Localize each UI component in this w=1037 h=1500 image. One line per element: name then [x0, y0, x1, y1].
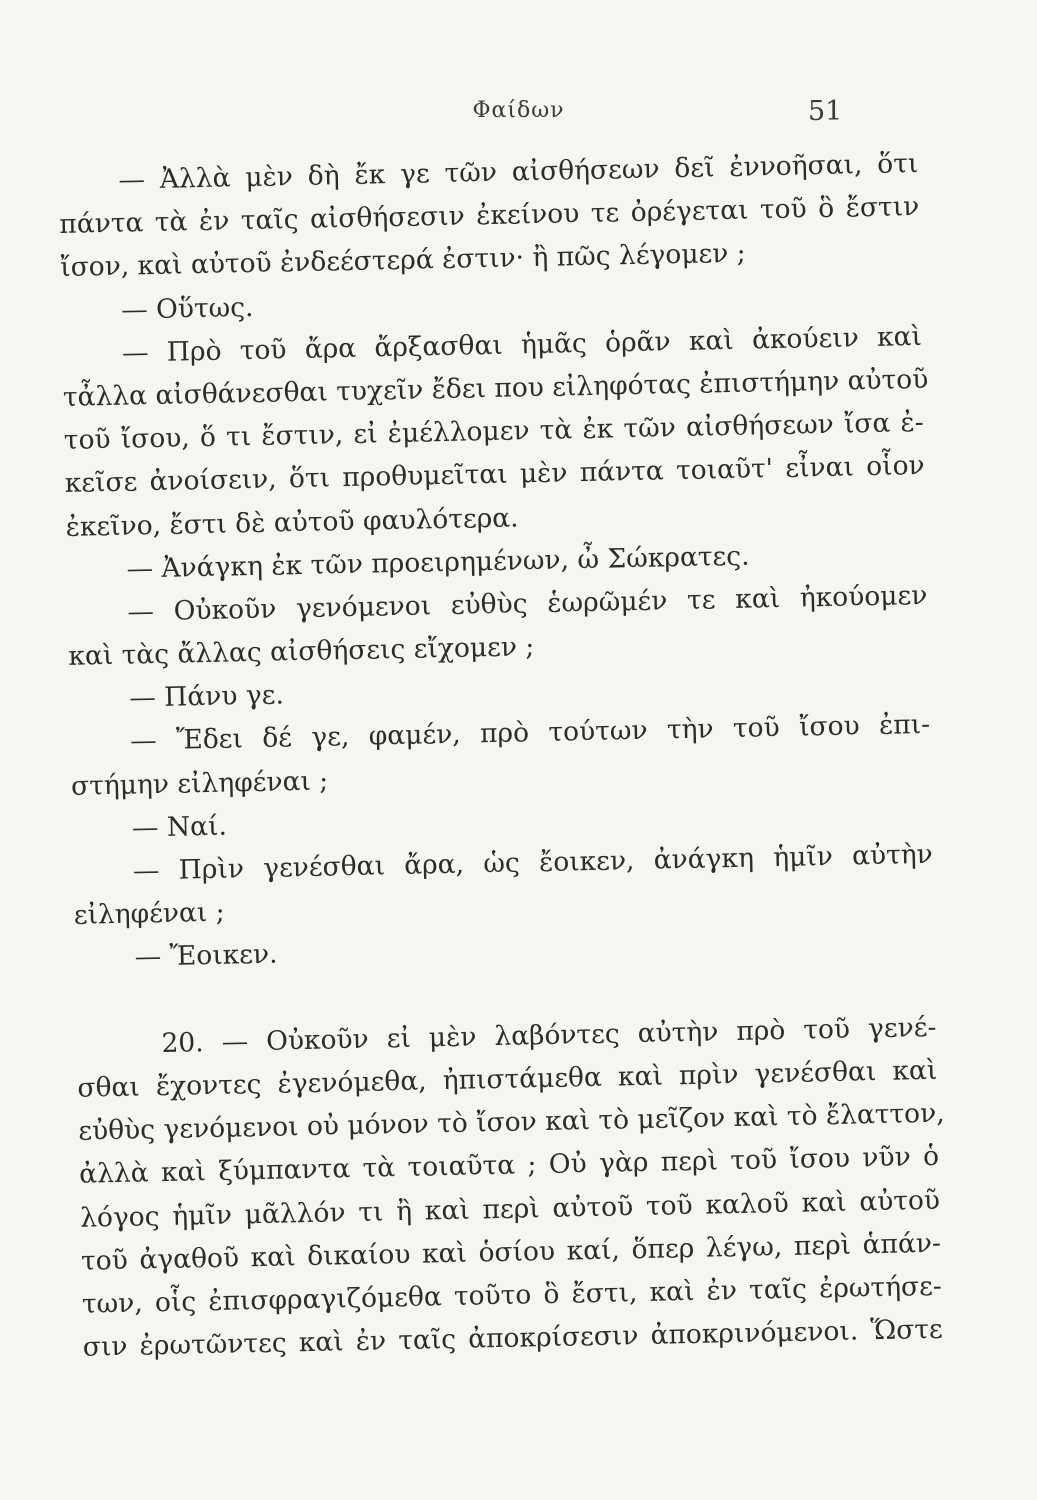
text-line: εἰληφέναι ; — [73, 896, 225, 932]
text-line: στήμην εἰληφέναι ; — [70, 765, 329, 802]
text-line: 20. — Οὐκοῦν εἰ μὲν λαβόντες αὐτὴν πρὸ τοῦ γενέ- — [161, 1011, 937, 1059]
text-line: — Οὕτως. — [120, 291, 254, 326]
text-line: — Ἀνάγκη ἐκ τῶν προειρημένων, ὦ Σώκρατες. — [126, 540, 750, 585]
text-line: — Πάνυ γε. — [128, 679, 285, 714]
text-line: σθαι ἔχοντες ἐγενόμεθα, ἠπιστάμεθα καὶ πρὶν γενέσθαι καὶ — [77, 1054, 938, 1104]
text-line: τἆλλα αἰσθάνεσθαι τυχεῖν ἔδει που εἰληφότας ἐπιστήμην αὐτοῦ — [62, 363, 929, 413]
text-line: τοῦ ἀγαθοῦ καὶ δικαίου καὶ ὁσίου καί, ὅπερ λέγω, περὶ ἁπάν- — [80, 1227, 942, 1277]
text-line: — Ἔδει δέ γε, φαμέν, πρὸ τούτων τὴν τοῦ ἴσου ἐπι- — [129, 709, 931, 758]
text-line: — Ναί. — [131, 810, 228, 844]
body-text — [58, 142, 943, 1369]
text-line: — Οὐκοῦν γενόμενοι εὐθὺς ἑωρῶμέν τε καὶ ἠκούομεν — [127, 579, 928, 628]
text-line: εὐθὺς γενόμενοι οὐ μόνον τὸ ἴσον καὶ τὸ μεῖζον καὶ τὸ ἔλαττον, — [78, 1097, 945, 1147]
text-line: πάντα τὰ ἐν ταῖς αἰσθήσεσιν ἐκείνου τε ὀρέγεται τοῦ ὃ ἔστιν — [59, 191, 920, 241]
text-line: σιν ἐρωτῶντες καὶ ἐν ταῖς ἀποκρίσεσιν ἀποκρινόμενοι. Ὥστε — [82, 1313, 944, 1363]
text-line: ἴσον, καὶ αὐτοῦ ἐνδεέστερά ἐστιν· ἢ πῶς λέγομεν ; — [59, 237, 747, 284]
text-line: — Ἀλλὰ μὲν δὴ ἔκ γε τῶν αἰσθήσεων δεῖ ἐννοῆσαι, ὅτι — [118, 147, 919, 196]
text-line: κεῖσε ἀνοίσειν, ὅτι προθυμεῖται μὲν πάντα τοιαῦτ' εἶναι οἷον — [64, 450, 925, 500]
text-line: — Πρὶν γενέσθαι ἄρα, ὡς ἔοικεν, ἀνάγκη ἡμῖν αὐτὴν — [132, 838, 934, 887]
text-line: καὶ τὰς ἄλλας αἰσθήσεις εἴχομεν ; — [68, 631, 535, 672]
text-line: ἐκεῖνο, ἔστι δὲ αὐτοῦ φαυλότερα. — [65, 501, 519, 543]
running-title: Φαίδων — [472, 98, 565, 123]
text-line: λόγος ἡμῖν μᾶλλόν τι ἢ καὶ περὶ αὐτοῦ τοῦ καλοῦ καὶ αὐτοῦ — [79, 1184, 941, 1234]
text-line: — Ἔοικεν. — [134, 938, 278, 973]
page-number: 51 — [808, 96, 843, 127]
text-line: ἀλλὰ καὶ ξύμπαντα τὰ τοιαῦτα ; Οὐ γὰρ περὶ τοῦ ἴσου νῦν ὁ — [78, 1141, 940, 1191]
text-line: — Πρὸ τοῦ ἄρα ἄρξασθαι ἡμᾶς ὁρᾶν καὶ ἀκούειν καὶ — [121, 320, 923, 369]
text-line: τοῦ ἴσου, ὅ τι ἔστιν, εἰ ἐμέλλομεν τὰ ἐκ τῶν αἰσθήσεων ἴσα ἐ- — [63, 407, 925, 457]
text-line: των, οἷς ἐπισφραγιζόμεθα τοῦτο ὃ ἔστι, καὶ ἐν ταῖς ἐρωτήσε- — [81, 1270, 943, 1320]
